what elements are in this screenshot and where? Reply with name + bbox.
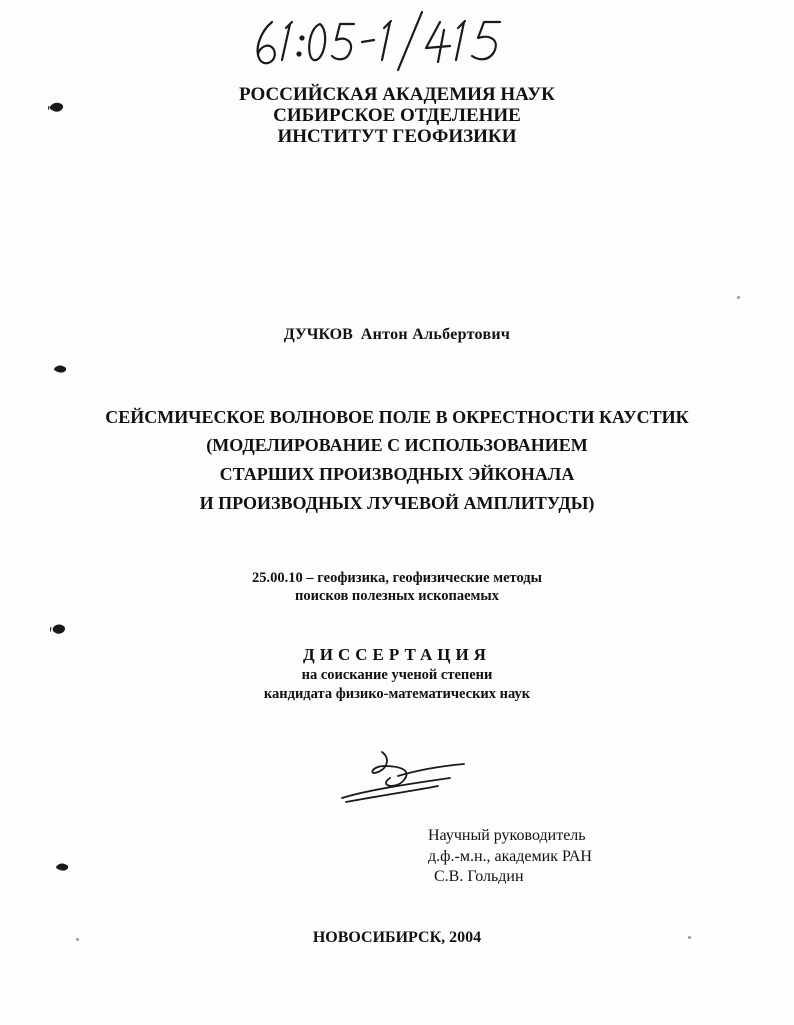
signature bbox=[338, 748, 468, 806]
handwritten-catalog-number-drawing bbox=[250, 10, 510, 72]
scan-speck bbox=[737, 296, 740, 299]
title-line-2: (МОДЕЛИРОВАНИЕ С ИСПОЛЬЗОВАНИЕМ bbox=[206, 435, 588, 455]
organization-branch: СИБИРСКОЕ ОТДЕЛЕНИЕ bbox=[273, 105, 521, 126]
author-given-names: Антон Альбертович bbox=[360, 326, 511, 343]
punch-mark bbox=[50, 622, 68, 636]
author-name bbox=[0, 326, 794, 344]
title-line-4: И ПРОИЗВОДНЫХ ЛУЧЕВОЙ АМПЛИТУДЫ) bbox=[199, 493, 595, 513]
title-line-3: СТАРШИХ ПРОИЗВОДНЫХ ЭЙКОНАЛА bbox=[219, 464, 575, 484]
dissertation-degree-line-1: на соискание ученой степени bbox=[301, 667, 493, 683]
dissertation-heading: ДИССЕРТАЦИЯ bbox=[303, 645, 491, 664]
scan-speck bbox=[76, 938, 79, 941]
advisor-degree: д.ф.-м.н., академик РАН bbox=[428, 848, 592, 865]
scan-speck bbox=[688, 936, 691, 939]
city-year: НОВОСИБИРСК, 2004 bbox=[312, 929, 482, 946]
advisor-role: Научный руководитель bbox=[428, 827, 586, 844]
specialty-description-line: поисков полезных ископаемых bbox=[295, 588, 499, 604]
organization-academy: РОССИЙСКАЯ АКАДЕМИЯ НАУК bbox=[239, 84, 555, 105]
signature-drawing bbox=[338, 748, 468, 806]
punch-mark bbox=[54, 860, 72, 874]
title-line-1: СЕЙСМИЧЕСКОЕ ВОЛНОВОЕ ПОЛЕ В ОКРЕСТНОСТИ КАУСТИК bbox=[105, 407, 689, 427]
organization-institute: ИНСТИТУТ ГЕОФИЗИКИ bbox=[277, 126, 517, 147]
handwritten-catalog-number bbox=[250, 10, 510, 72]
author-surname: ДУЧКОВ bbox=[283, 326, 353, 343]
punch-mark bbox=[52, 362, 70, 376]
specialty-code-line: 25.00.10 – геофизика, геофизические методы bbox=[252, 570, 542, 586]
punch-mark bbox=[48, 100, 66, 114]
dissertation-degree-line-2: кандидата физико-математических наук bbox=[263, 686, 531, 702]
advisor-name: С.В. Гольдин bbox=[434, 868, 524, 885]
